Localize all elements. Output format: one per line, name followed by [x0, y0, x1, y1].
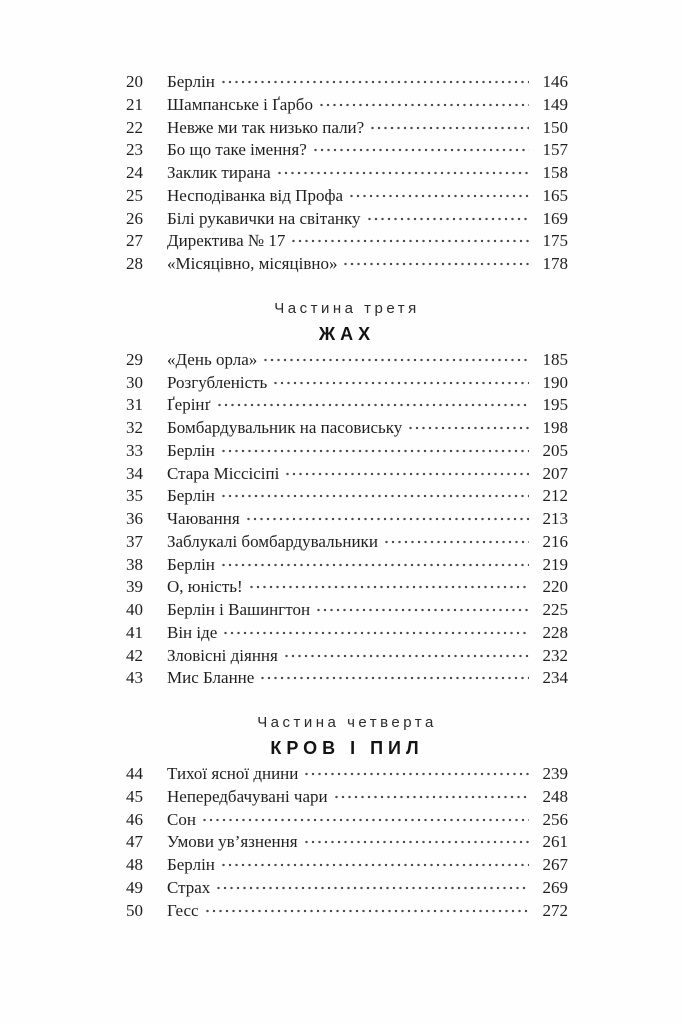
dot-leader	[250, 586, 529, 589]
dot-leader	[285, 654, 529, 657]
toc-entry	[126, 599, 568, 622]
toc-entry	[126, 809, 568, 832]
chapter-number: 36	[126, 509, 143, 528]
chapter-title: Берлін	[167, 486, 215, 506]
toc-section	[126, 713, 568, 922]
chapter-number: 38	[126, 554, 143, 574]
page-number: 219	[542, 554, 568, 574]
page-number: 212	[542, 486, 568, 506]
chapter-number: 21	[126, 94, 143, 114]
toc-entry	[126, 208, 568, 231]
chapter-number: 22	[126, 117, 143, 137]
chapter-number: 26	[126, 208, 143, 228]
dot-leader	[247, 518, 529, 521]
part-heading	[126, 299, 568, 345]
chapter-number: 48	[126, 855, 143, 874]
toc-section	[126, 299, 568, 690]
part-title: КРОВ І ПИЛ	[270, 738, 424, 758]
part-label: Частина третя	[274, 299, 420, 317]
page-number: 267	[542, 855, 568, 874]
chapter-title: Умови ув’язнення	[167, 832, 298, 852]
page-number: 256	[542, 809, 568, 829]
chapter-title: Заблукалі бомбардувальники	[167, 531, 378, 551]
chapter-title: Стара Міссісіпі	[167, 463, 280, 483]
chapter-title: Берлін	[167, 72, 215, 91]
page-number: 239	[542, 764, 568, 783]
toc-entry	[126, 349, 568, 372]
chapter-title: Бомбардувальник на пасовиську	[167, 418, 403, 437]
chapter-title: Несподіванка від Профа	[167, 185, 344, 205]
toc-entry	[126, 508, 568, 531]
chapter-title: Мис Бланне	[167, 668, 255, 688]
chapter-number: 30	[126, 372, 143, 392]
chapter-title: «День орла»	[167, 349, 258, 369]
chapter-number: 34	[126, 463, 143, 483]
page-number: 175	[542, 231, 568, 251]
page-number: 165	[542, 185, 568, 205]
chapter-number: 32	[126, 418, 143, 437]
toc-entry	[126, 900, 568, 923]
page-number: 269	[542, 877, 568, 897]
page-number: 169	[542, 208, 568, 228]
page-number: 220	[542, 577, 568, 597]
toc-entry	[126, 372, 568, 395]
page-number: 216	[542, 531, 568, 551]
chapter-title: Берлін	[167, 440, 215, 460]
toc-entry	[126, 394, 568, 417]
dot-leader	[286, 472, 529, 475]
dot-leader	[278, 172, 529, 175]
toc-entry	[126, 877, 568, 900]
chapter-number: 33	[126, 440, 143, 460]
chapter-number: 44	[126, 764, 143, 783]
toc-entry	[126, 253, 568, 276]
chapter-title: Берлін	[167, 855, 215, 874]
chapter-number: 49	[126, 877, 143, 897]
dot-leader	[274, 381, 529, 384]
chapter-number: 41	[126, 622, 143, 642]
toc-section	[126, 71, 568, 276]
toc-entry	[126, 786, 568, 809]
page-number: 261	[542, 832, 568, 852]
toc-entry	[126, 117, 568, 140]
toc-entry	[126, 854, 568, 877]
toc-entry	[126, 185, 568, 208]
part-heading	[126, 713, 568, 759]
chapter-title: Заклик тирана	[167, 163, 271, 182]
part-title: ЖАХ	[318, 323, 376, 344]
toc-entry	[126, 71, 568, 94]
page-number: 234	[542, 668, 568, 688]
chapter-number: 28	[126, 254, 143, 273]
chapter-number: 47	[126, 832, 143, 852]
chapter-number: 42	[126, 645, 143, 665]
dot-leader	[222, 81, 529, 84]
toc-entry	[126, 139, 568, 162]
toc-entry	[126, 831, 568, 854]
dot-leader	[224, 631, 529, 634]
page-number: 195	[542, 395, 568, 415]
page-number: 158	[542, 163, 568, 182]
chapter-title: Чаювання	[167, 509, 240, 528]
chapter-title: Невже ми так низько пали?	[167, 117, 365, 137]
toc-entry	[126, 230, 568, 253]
chapter-title: Директива № 17	[167, 231, 286, 251]
page-number: 150	[542, 117, 568, 137]
dot-leader	[350, 194, 529, 197]
dot-leader	[222, 563, 529, 566]
dot-leader	[335, 795, 529, 798]
table-of-contents	[126, 71, 568, 922]
toc-entry	[126, 576, 568, 599]
chapter-title: Берлін	[167, 554, 215, 574]
chapter-number: 50	[126, 900, 143, 920]
dot-leader	[385, 540, 529, 543]
dot-leader	[314, 149, 529, 152]
chapter-number: 39	[126, 577, 143, 597]
chapter-title: Білі рукавички на світанку	[167, 208, 361, 228]
dot-leader	[344, 263, 529, 266]
toc-entry	[126, 667, 568, 690]
toc-entry	[126, 485, 568, 508]
dot-leader	[222, 495, 529, 498]
page-number: 207	[542, 463, 568, 483]
chapter-number: 29	[126, 349, 143, 369]
dot-leader	[368, 217, 529, 220]
toc-entry	[126, 162, 568, 185]
chapter-title: О, юність!	[167, 577, 243, 597]
toc-entry	[126, 622, 568, 645]
page-number: 213	[542, 509, 568, 528]
dot-leader	[305, 841, 529, 844]
chapter-title: Ґерінґ	[167, 395, 211, 415]
toc-entry	[126, 645, 568, 668]
chapter-number: 40	[126, 600, 143, 619]
chapter-number: 35	[126, 486, 143, 506]
toc-entry	[126, 554, 568, 577]
dot-leader	[292, 240, 529, 243]
page-number: 248	[542, 786, 568, 806]
toc-entry	[126, 463, 568, 486]
chapter-title: Непередбачувані чари	[167, 786, 328, 806]
chapter-number: 25	[126, 185, 143, 205]
page-number: 190	[542, 372, 568, 392]
dot-leader	[320, 103, 529, 106]
chapter-number: 31	[126, 395, 143, 415]
dot-leader	[217, 886, 529, 889]
dot-leader	[409, 427, 529, 430]
toc-entry	[126, 531, 568, 554]
dot-leader	[305, 773, 529, 776]
chapter-title: Берлін і Вашингтон	[167, 600, 311, 619]
dot-leader	[222, 449, 529, 452]
toc-entry	[126, 440, 568, 463]
dot-leader	[261, 677, 529, 680]
page-number: 157	[542, 140, 568, 160]
page-number: 198	[542, 418, 568, 437]
chapter-number: 20	[126, 72, 143, 91]
chapter-title: Він іде	[167, 622, 218, 642]
toc-entry	[126, 94, 568, 117]
page-number: 146	[542, 72, 568, 91]
chapter-title: Зловісні діяння	[167, 645, 278, 665]
chapter-number: 43	[126, 668, 143, 688]
chapter-title: Бо що таке імення?	[167, 140, 307, 160]
toc-entries	[126, 349, 568, 690]
toc-entry	[126, 417, 568, 440]
toc-entries	[126, 763, 568, 922]
page-number: 232	[542, 645, 568, 665]
chapter-title: Сон	[167, 809, 196, 829]
page-number: 178	[542, 254, 568, 273]
page-number: 228	[542, 622, 568, 642]
chapter-title: «Місяцівно, місяцівно»	[167, 254, 338, 273]
page-number: 205	[542, 440, 568, 460]
page-number: 185	[542, 349, 568, 369]
toc-entry	[126, 763, 568, 786]
page-number: 225	[542, 600, 568, 619]
part-label: Частина четверта	[257, 714, 437, 731]
chapter-number: 27	[126, 231, 143, 251]
dot-leader	[317, 609, 529, 612]
dot-leader	[218, 404, 530, 407]
chapter-number: 45	[126, 786, 143, 806]
chapter-number: 37	[126, 531, 143, 551]
dot-leader	[206, 909, 529, 912]
chapter-title: Розгубленість	[167, 372, 268, 392]
chapter-number: 46	[126, 809, 143, 829]
chapter-title: Страх	[167, 877, 211, 897]
toc-entries	[126, 71, 568, 276]
chapter-title: Шампанське і Ґарбо	[167, 94, 313, 114]
page-number: 149	[542, 94, 568, 114]
chapter-title: Гесс	[167, 900, 199, 920]
dot-leader	[264, 358, 529, 361]
dot-leader	[203, 818, 529, 821]
page-number: 272	[542, 900, 568, 920]
dot-leader	[371, 126, 529, 129]
chapter-number: 24	[126, 163, 143, 182]
chapter-number: 23	[126, 140, 143, 160]
chapter-title: Тихої ясної днини	[167, 764, 299, 783]
dot-leader	[222, 864, 529, 867]
